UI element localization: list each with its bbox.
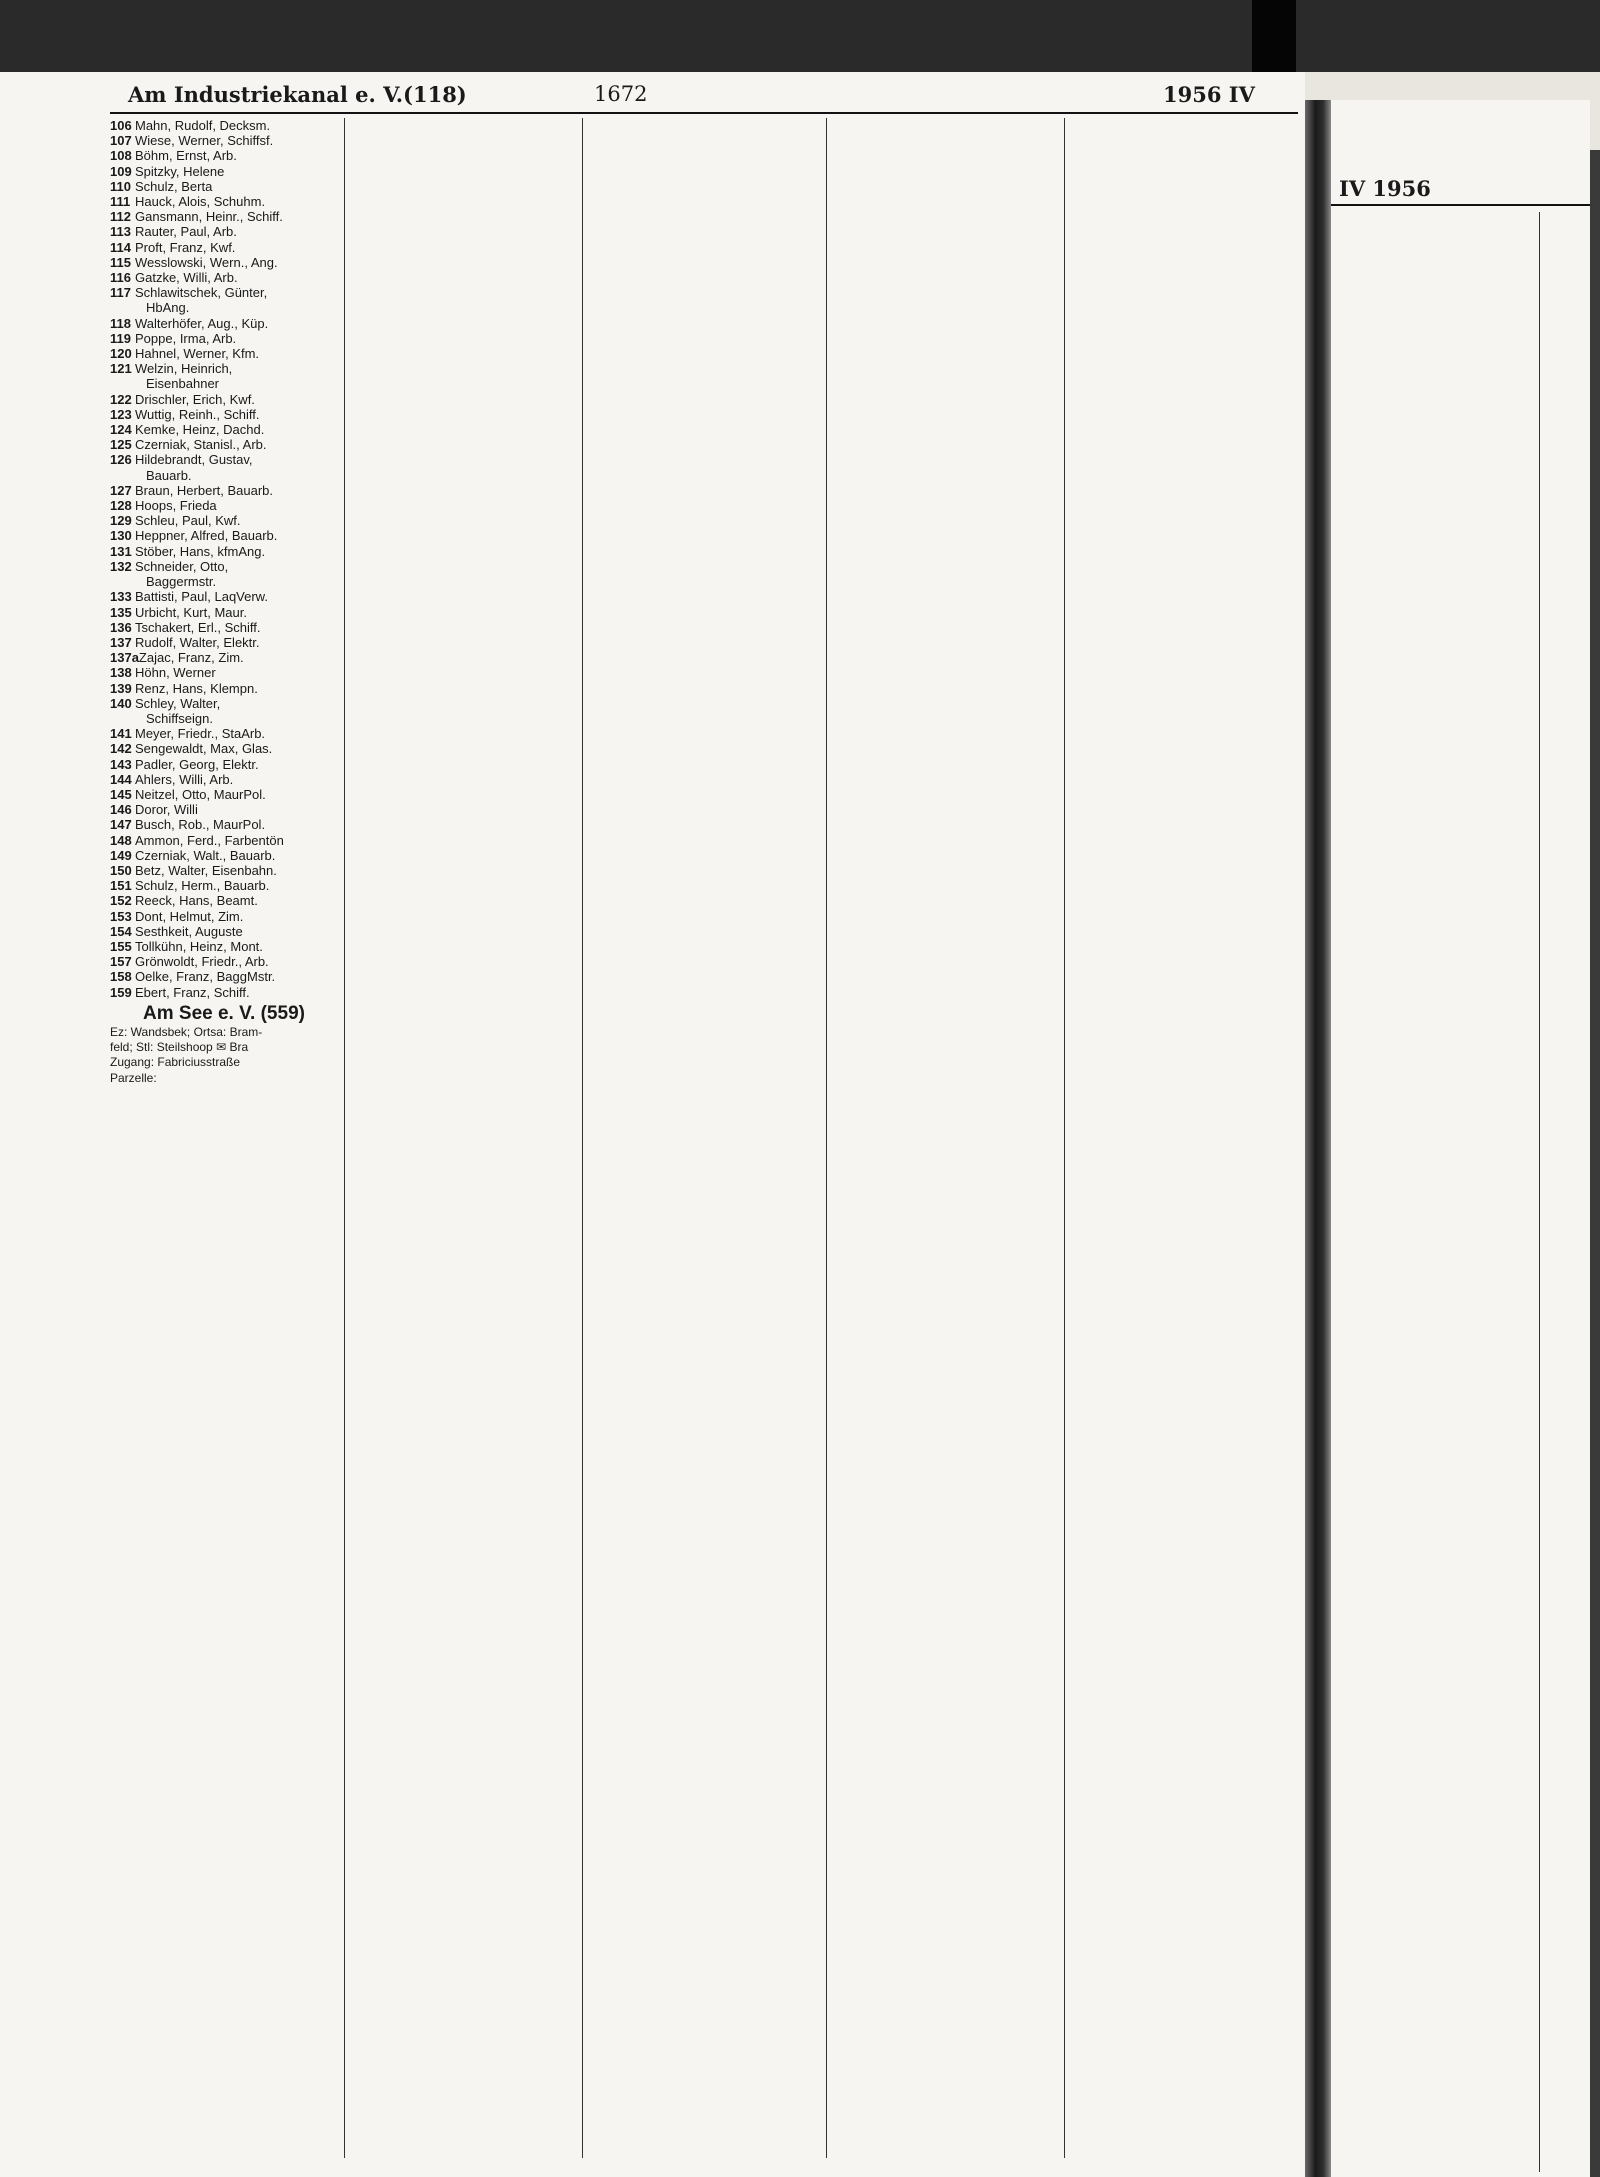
entry-text: Kemke, Heinz, Dachd. [135,422,265,438]
plot-number: 132 [110,558,132,574]
list-item [110,909,338,924]
entry-text: Baggermstr. [146,574,217,590]
entry-text: Wiese, Werner, Schiffsf. [135,133,274,149]
entry-text: Grönwoldt, Friedr., Arb. [135,954,269,970]
entry-text: Battisti, Paul, LaqVerw. [135,589,268,605]
entry-text: Gatzke, Willi, Arb. [135,270,238,286]
plot-number: 157 [110,954,132,970]
column-5 [1068,118,1298,2158]
plot-number: 154 [110,923,132,939]
plot-number: 142 [110,741,132,757]
list-item [110,726,338,741]
entry-text: Sengewaldt, Max, Glas. [135,741,273,757]
list-item [110,148,338,163]
plot-number: 146 [110,802,132,818]
list-item [110,878,338,893]
list-item [110,635,338,650]
entry-text: Walterhöfer, Aug., Küp. [135,315,269,331]
list-item [110,285,338,300]
entry-text: Stöber, Hans, kfmAng. [135,543,266,559]
plot-number: 122 [110,391,132,407]
right-header-rule [1331,204,1590,206]
running-head: Am Industriekanal e. V.(118) [128,82,467,107]
entry-text: Dont, Helmut, Zim. [135,908,244,924]
entry-text: Zajac, Franz, Zim. [138,650,244,666]
entry-text: Hoops, Frieda [135,498,217,514]
entry-text: Ebert, Franz, Schiff. [135,984,250,1000]
entry-text: Welzin, Heinrich, [135,361,233,377]
entry-text: Braun, Herbert, Bauarb. [135,482,274,498]
column-divider [1064,118,1065,2158]
plot-number: 135 [110,604,132,620]
list-item [110,833,338,848]
plot-number: 137 [110,634,132,650]
plot-number: 159 [110,984,132,1000]
entry-text: Reeck, Hans, Beamt. [135,893,258,909]
entry-text: Neitzel, Otto, MaurPol. [135,786,266,802]
list-item [110,483,338,498]
list-item [110,954,338,969]
entry-text: Heppner, Alfred, Bauarb. [135,528,278,544]
left-page [0,72,1305,2177]
entry-text: Ammon, Ferd., Farbentön [135,832,284,848]
list-item [110,255,338,270]
list-item [110,392,338,407]
list-item [110,696,338,711]
entry-text: Busch, Rob., MaurPol. [135,817,266,833]
section-note: Parzelle: [110,1070,157,1085]
column-divider [1539,212,1540,2172]
plot-number: 109 [110,163,132,179]
plot-number: 112 [110,209,131,225]
entry-text: Oelke, Franz, BaggMstr. [135,969,276,985]
list-item [110,376,338,391]
entry-text: Gansmann, Heinr., Schiff. [135,209,283,225]
list-item [110,802,338,817]
plot-number: 114 [110,239,131,255]
entry-text: Poppe, Irma, Arb. [135,330,237,346]
plot-number: 126 [110,452,132,468]
plot-number: 113 [110,224,131,240]
list-item [110,331,338,346]
year-issue: 1956 IV [1163,82,1255,107]
list-item [110,665,338,680]
plot-number: 149 [110,847,132,863]
column-2 [348,118,576,2158]
entry-text: Urbicht, Kurt, Maur. [135,604,247,620]
list-item [110,224,338,239]
plot-number: 110 [110,178,131,194]
plot-number: 127 [110,482,132,498]
plot-number: 147 [110,817,132,833]
plot-number: 137a [110,650,139,666]
list-item [110,711,338,726]
entry-text: HbAng. [146,300,190,316]
plot-number: 155 [110,938,132,954]
list-item [110,681,338,696]
column-divider [582,118,583,2158]
right-column-2-stubs [1545,212,1590,2172]
entry-text: Doror, Willi [135,802,198,818]
entry-text: Hauck, Alois, Schuhm. [135,194,266,210]
plot-number: 123 [110,406,132,422]
list-item [110,772,338,787]
section-note: Ez: Wandsbek; Ortsa: Bram- [110,1024,263,1039]
scan-right-edge [1590,150,1600,2177]
plot-number: 116 [110,270,131,286]
list-item [110,817,338,832]
plot-number: 128 [110,498,132,514]
plot-number: 129 [110,513,132,529]
entry-text: Czerniak, Walt., Bauarb. [135,847,276,863]
entry-text: Rudolf, Walter, Elektr. [135,634,260,650]
list-item [110,985,338,1000]
list-item [110,605,338,620]
plot-number: 141 [110,726,132,742]
entry-text: Schley, Walter, [135,695,221,711]
entry-text: Schiffseign. [146,710,213,726]
list-item [110,924,338,939]
list-item [110,452,338,467]
entry-text: Ahlers, Willi, Arb. [135,771,234,787]
list-item [110,939,338,954]
list-item [110,757,338,772]
entry-text: Hildebrandt, Gustav, [135,452,253,468]
entry-text: Schlawitschek, Günter, [135,285,268,301]
entry-text: Sesthkeit, Auguste [135,923,243,939]
list-item [110,118,338,133]
plot-number: 143 [110,756,132,772]
entry-text: Mahn, Rudolf, Decksm. [135,118,271,133]
list-item [110,559,338,574]
list-item [110,741,338,756]
plot-number: 136 [110,619,132,635]
entry-text: Renz, Hans, Klempn. [135,680,258,696]
list-item [110,316,338,331]
list-item [110,407,338,422]
plot-number: 133 [110,589,132,605]
entry-text: Schulz, Berta [135,178,213,194]
plot-number: 125 [110,437,132,453]
section-title: Am See e. V. (559) [143,1002,305,1024]
entry-text: Meyer, Friedr., StaArb. [135,726,266,742]
list-item [110,300,338,315]
list-item [110,194,338,209]
right-running-head: IV 1956 [1339,176,1431,201]
list-item [110,574,338,589]
entry-text: Schleu, Paul, Kwf. [135,513,241,529]
page-number: 1672 [594,82,648,106]
entry-text: Proft, Franz, Kwf. [135,239,236,255]
plot-number: 107 [110,133,132,149]
plot-number: 130 [110,528,132,544]
plot-number: 117 [110,285,131,301]
list-item [110,437,338,452]
list-item [110,528,338,543]
list-item [110,240,338,255]
plot-number: 124 [110,422,132,438]
list-item [110,179,338,194]
entry-text: Wuttig, Reinh., Schiff. [135,406,260,422]
list-item [110,513,338,528]
entry-text: Czerniak, Stanisl., Arb. [135,437,267,453]
entry-text: Tollkühn, Heinz, Mont. [135,938,263,954]
entry-text: Hahnel, Werner, Kfm. [135,346,260,362]
column-1 [110,118,338,2158]
section-note: feld; Stl: Steilshoop ✉ Bra [110,1040,249,1055]
list-item [110,620,338,635]
entry-text: Eisenbahner [146,376,219,392]
list-item [110,133,338,148]
plot-number: 120 [110,346,132,362]
list-item [110,848,338,863]
section-note: Zugang: Fabriciusstraße [110,1055,241,1070]
book-gutter [1305,100,1331,2177]
scan-top-border [0,0,1600,72]
header-rule [110,112,1298,114]
column-3 [586,118,821,2158]
plot-number: 153 [110,908,132,924]
plot-number: 150 [110,862,132,878]
plot-number: 108 [110,148,132,164]
entry-text: Spitzky, Helene [135,163,225,179]
column-divider [344,118,345,2158]
right-column-1 [1335,212,1535,2172]
entry-text: Drischler, Erich, Kwf. [135,391,255,407]
list-item [110,270,338,285]
list-item [110,893,338,908]
column-4 [830,118,1060,2158]
list-item [110,787,338,802]
plot-number: 115 [110,254,131,270]
plot-number: 158 [110,969,132,985]
plot-number: 111 [110,194,131,210]
entry-text: Wesslowski, Wern., Ang. [135,254,278,270]
entry-text: Höhn, Werner [135,665,216,681]
plot-number: 140 [110,695,132,711]
entry-text: Padler, Georg, Elektr. [135,756,259,772]
list-item [110,468,338,483]
plot-number: 119 [110,330,131,346]
plot-number: 139 [110,680,132,696]
plot-number: 118 [110,315,131,331]
right-page [1331,100,1590,2177]
entry-text: Schneider, Otto, [135,558,229,574]
list-item [110,209,338,224]
list-item [110,361,338,376]
list-item [110,650,338,665]
plot-number: 151 [110,878,132,894]
entry-text: Schulz, Herm., Bauarb. [135,878,270,894]
plot-number: 144 [110,771,132,787]
list-item [110,422,338,437]
plot-number: 106 [110,118,132,133]
plot-number: 121 [110,361,132,377]
list-item [110,863,338,878]
plot-number: 148 [110,832,132,848]
plot-number: 152 [110,893,132,909]
entry-text: Rauter, Paul, Arb. [135,224,237,240]
list-item [110,544,338,559]
list-item [110,164,338,179]
plot-number: 131 [110,543,132,559]
list-item [110,969,338,984]
list-item [110,346,338,361]
plot-number: 138 [110,665,132,681]
entry-text: Tschakert, Erl., Schiff. [135,619,261,635]
list-item [110,498,338,513]
entry-text: Betz, Walter, Eisenbahn. [135,862,277,878]
entry-text: Bauarb. [146,467,192,483]
column-divider [826,118,827,2158]
list-item [110,589,338,604]
entry-text: Böhm, Ernst, Arb. [135,148,237,164]
plot-number: 145 [110,786,132,802]
